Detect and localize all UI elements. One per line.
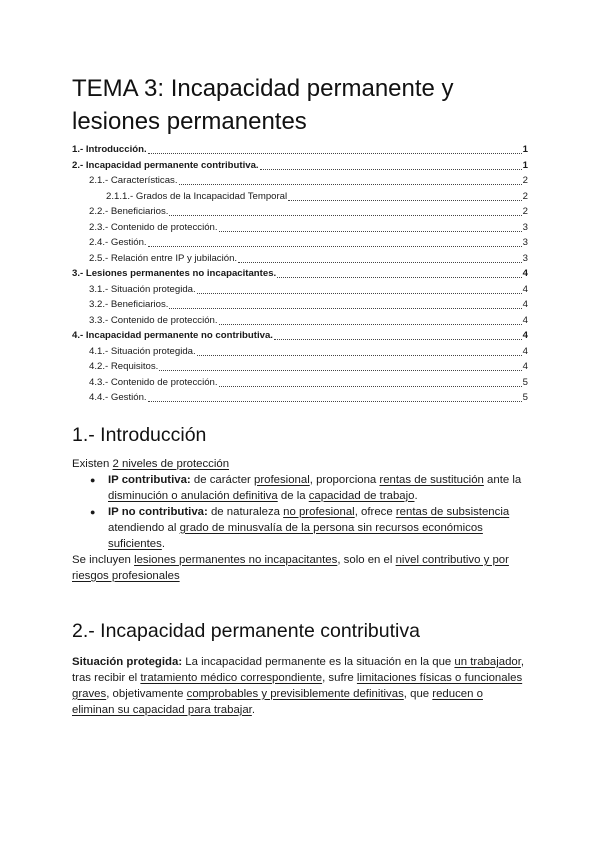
toc-label: 3.1.- Situación protegida.: [89, 283, 196, 295]
toc-page: 4: [522, 361, 528, 372]
document-title: TEMA 3: Incapacidad permanente y lesiones permanentes: [72, 75, 454, 135]
toc-label: 4.1.- Situación protegida.: [89, 345, 196, 357]
toc-label: 2.5.- Relación entre IP y jubilación.: [89, 252, 238, 264]
toc-entry[interactable]: [72, 220, 528, 236]
intro-bullet-list: [72, 472, 528, 552]
toc-label: 2.4.- Gestión.: [89, 237, 147, 248]
toc-entry[interactable]: [72, 266, 528, 282]
toc-label: 2.1.1.- Grados de la Incapacidad Temporal: [106, 190, 288, 202]
intro-closing: Se incluyen lesiones permanentes no incapacitantes, solo en el nivel contributivo y por riesgos profesionales: [72, 553, 509, 582]
toc-entry[interactable]: [72, 204, 528, 220]
toc-page: 4: [522, 268, 528, 279]
toc-page: 2: [522, 190, 528, 202]
toc-page: 4: [522, 314, 528, 326]
toc-page: 2: [522, 206, 528, 217]
section-heading-ip-contributiva: 2.- Incapacidad permanente contributiva: [72, 619, 420, 642]
bullet-ip-contributiva: ● IP contributiva: de carácter profesional, proporciona rentas de sustitución ante la disminución o anulación definitiva de la capacidad de trabajo.: [108, 472, 528, 504]
toc-entry[interactable]: [72, 189, 528, 205]
toc-entry[interactable]: [72, 158, 528, 174]
toc-entry[interactable]: [72, 328, 528, 344]
toc-entry[interactable]: [72, 359, 528, 375]
toc-page: 4: [522, 283, 528, 295]
toc-page: 4: [522, 345, 528, 357]
toc-entry[interactable]: [72, 375, 528, 391]
toc-label: 4.4.- Gestión.: [89, 392, 147, 403]
toc-label: 2.3.- Contenido de protección.: [89, 221, 218, 233]
toc-label: 3.3.- Contenido de protección.: [89, 314, 218, 326]
toc-page: 3: [522, 252, 528, 264]
highlight-niveles: 2 niveles de protección: [112, 457, 230, 470]
toc-label: 2.2.- Beneficiarios.: [89, 206, 169, 217]
toc-label: 4.3.- Contenido de protección.: [89, 376, 218, 388]
toc-label: 1.- Introducción.: [72, 144, 147, 155]
bullet-label: IP no contributiva:: [108, 505, 208, 518]
toc-entry[interactable]: [72, 282, 528, 298]
toc-label: 4.2.- Requisitos.: [89, 361, 159, 372]
toc-label: 4.- Incapacidad permanente no contributiva.: [72, 330, 273, 341]
intro-lead: Existen 2 niveles de protección: [72, 457, 230, 470]
toc-entry[interactable]: [72, 390, 528, 406]
toc-label: 2.1.- Características.: [89, 175, 178, 186]
toc-page: 5: [522, 392, 528, 403]
toc-entry[interactable]: [72, 297, 528, 313]
bullet-label: IP contributiva:: [108, 473, 191, 486]
toc-page: 2: [522, 175, 528, 186]
toc-label: 2.- Incapacidad permanente contributiva.: [72, 159, 259, 171]
toc-entry[interactable]: [72, 344, 528, 360]
toc-page: 1: [522, 144, 528, 155]
situacion-protegida-paragraph: Situación protegida: La incapacidad permanente es la situación en la que un trabajador, tras recibir el tratamiento médico correspondiente, sufre limitaciones físicas o funcionales graves, objetivamente comprobables y previsiblemente definitivas, que reducen o eliminan su capacidad para trabajar.: [72, 655, 525, 716]
toc-label: 3.- Lesiones permanentes no incapacitantes.: [72, 268, 277, 279]
toc-page: 1: [522, 159, 528, 171]
toc-label: 3.2.- Beneficiarios.: [89, 299, 169, 310]
toc-entry[interactable]: [72, 251, 528, 267]
toc-entry[interactable]: [72, 235, 528, 251]
toc-page: 4: [522, 299, 528, 310]
toc-entry[interactable]: [72, 173, 528, 189]
toc-page: 3: [522, 237, 528, 248]
toc-entry[interactable]: [72, 142, 528, 158]
bullet-ip-no-contributiva: ● IP no contributiva: de naturaleza no profesional, ofrece rentas de subsistencia atendiendo al grado de minusvalía de la persona sin recursos económicos suficientes.: [108, 504, 528, 552]
document-page: [72, 72, 528, 718]
table-of-contents: [72, 142, 528, 406]
toc-entry[interactable]: [72, 313, 528, 329]
section-heading-introduccion: 1.- Introducción: [72, 423, 207, 446]
toc-page: 4: [522, 330, 528, 341]
toc-page: 3: [522, 221, 528, 233]
toc-page: 5: [522, 376, 528, 388]
